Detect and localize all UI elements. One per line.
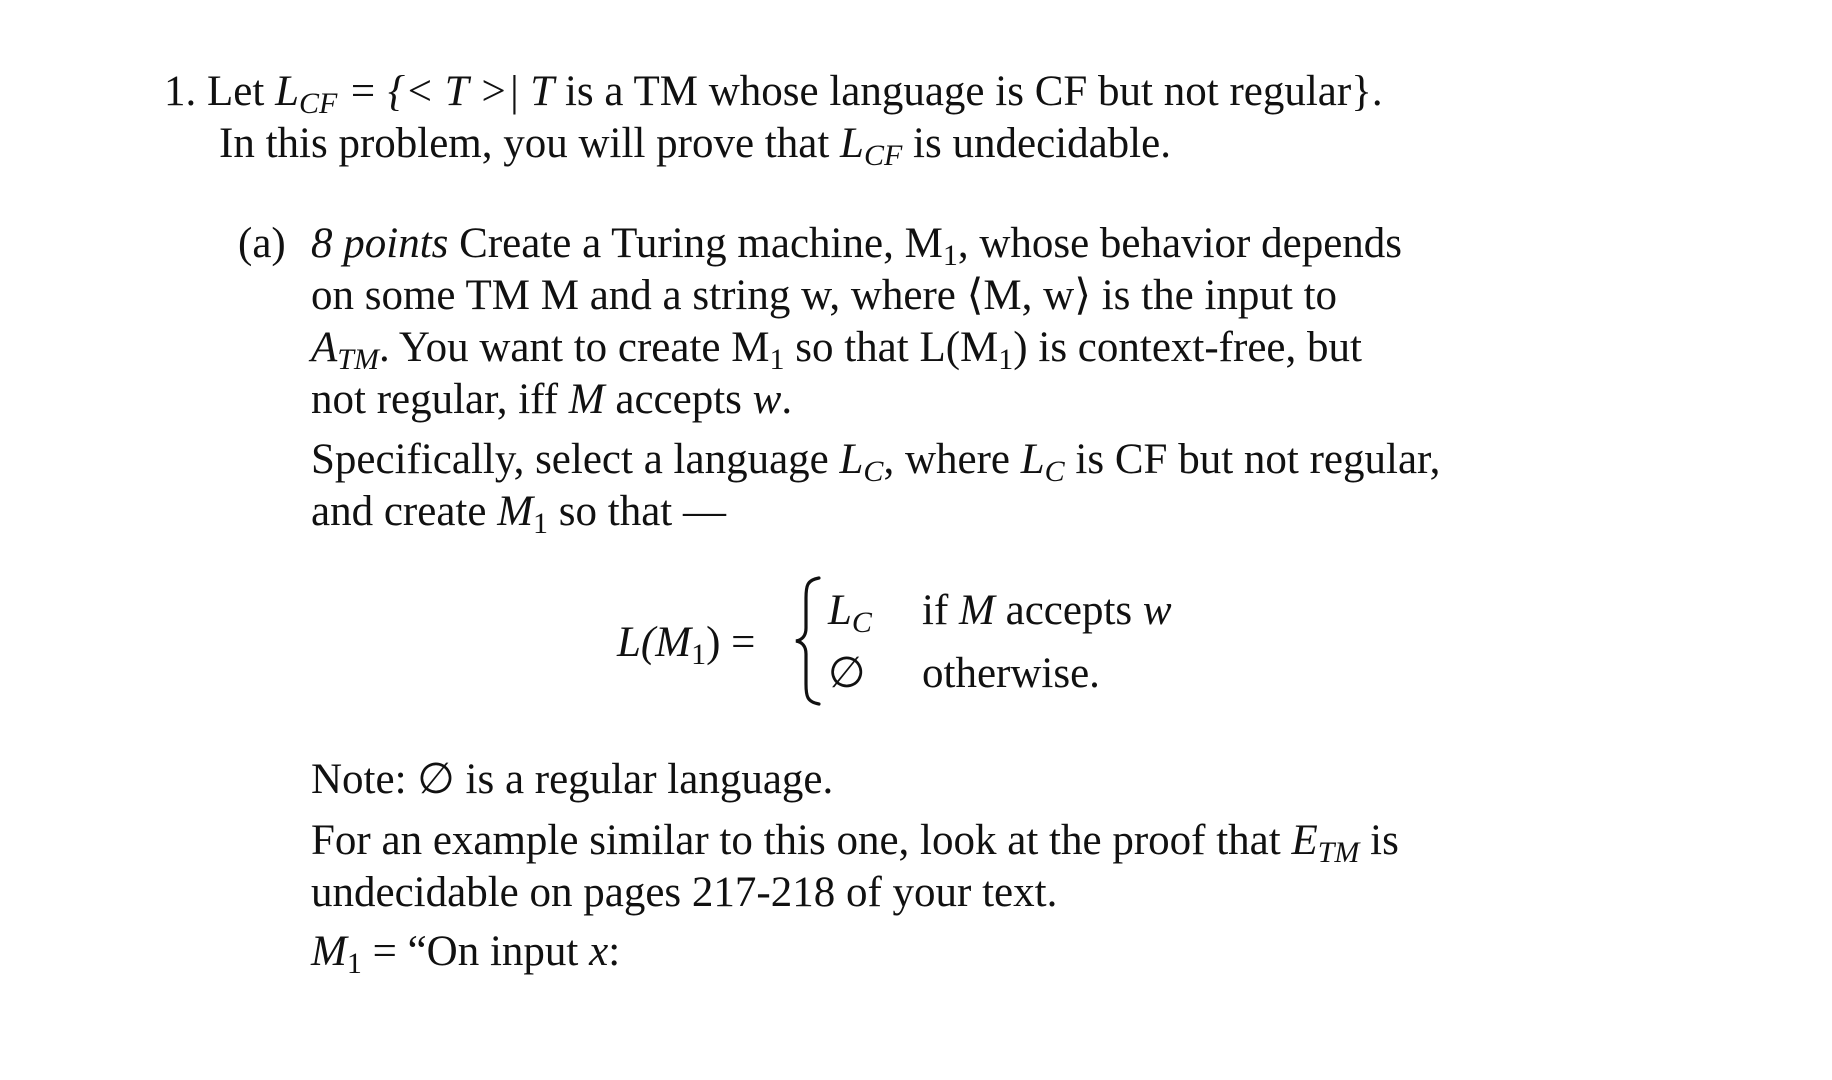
math-subscript: 1	[346, 947, 362, 980]
problem-statement-line-1	[164, 66, 1383, 118]
math-subscript: CF	[298, 87, 338, 120]
text: Let	[207, 68, 276, 115]
math-set-notation: = {< T >| T	[337, 68, 555, 115]
text: is a TM whose language is CF but not regular}.	[554, 68, 1383, 115]
math-symbol: L	[1020, 436, 1045, 483]
text: so that L(M	[784, 324, 999, 371]
math-subscript: 1	[533, 507, 549, 540]
math-subscript: C	[1044, 455, 1065, 488]
math-expression: L(M	[617, 619, 692, 666]
case-2-condition: otherwise.	[922, 650, 1100, 697]
math-subscript: 1	[942, 239, 958, 272]
math-symbol: x	[589, 928, 609, 975]
part-a-line-4	[311, 374, 792, 426]
math-symbol: L	[275, 68, 299, 115]
math-symbol: L	[828, 587, 852, 634]
text: . You want to create M	[378, 324, 770, 371]
text: Note:	[311, 756, 418, 803]
case-1-condition	[922, 585, 1172, 637]
text: is a regular language.	[454, 756, 834, 803]
text: not regular, iff	[311, 376, 569, 423]
text: is	[1359, 817, 1399, 864]
math-subscript: C	[851, 606, 872, 639]
m1-definition	[311, 926, 620, 978]
text: , where	[883, 436, 1021, 483]
math-symbol: M	[568, 376, 605, 423]
text: In this problem, you will prove that	[219, 120, 841, 167]
math-symbol: M	[497, 488, 534, 535]
case-2-value: ∅	[828, 650, 866, 697]
example-line-1	[311, 815, 1510, 867]
specifically-line-2	[311, 486, 726, 538]
part-a-line-3	[311, 322, 1510, 374]
text: if	[922, 587, 960, 634]
part-a-label: (a)	[238, 220, 286, 267]
math-symbol: L	[840, 120, 864, 167]
problem-statement-line-2	[219, 118, 1171, 170]
text: accepts	[604, 376, 753, 423]
problem-number: 1.	[164, 68, 197, 115]
text: is undecidable.	[902, 120, 1171, 167]
points-label: 8 points	[311, 220, 449, 267]
text: is CF but not regular,	[1064, 436, 1441, 483]
part-a-line-2	[311, 270, 1510, 322]
part-a-line-1	[311, 218, 1510, 270]
math-symbol: M	[311, 928, 347, 975]
empty-set-symbol: ∅	[417, 756, 455, 803]
math-subscript: 1	[769, 343, 785, 376]
text: .	[781, 376, 793, 423]
math-symbol: w	[752, 376, 782, 423]
text: ) is context-free, but	[1013, 324, 1362, 371]
math-symbol: E	[1291, 817, 1318, 864]
math-subscript: C	[863, 455, 884, 488]
text: = “On input	[361, 928, 590, 975]
text: For an example similar to this one, look at the proof that	[311, 817, 1292, 864]
math-symbol: L	[839, 436, 864, 483]
text: so that —	[548, 488, 726, 535]
example-line-2: undecidable on pages 217-218 of your text.	[311, 869, 1058, 916]
math-subscript: TM	[1317, 836, 1360, 869]
math-symbol: w	[1142, 587, 1172, 634]
text: Specifically, select a language	[311, 436, 840, 483]
math-subscript: 1	[691, 638, 707, 671]
math-subscript: TM	[337, 343, 379, 376]
left-brace-icon	[793, 574, 823, 708]
text: :	[608, 928, 621, 975]
case-1-value	[828, 585, 872, 637]
text: on some TM M and a string w, where ⟨M, w⟩ is the input to	[311, 272, 1338, 319]
math-symbol: M	[959, 587, 995, 634]
math-subscript: CF	[863, 139, 903, 172]
text: Create a Turing machine, M	[459, 220, 943, 267]
specifically-line-1	[311, 434, 1510, 486]
note-line	[311, 754, 833, 806]
math-symbol: A	[311, 324, 338, 371]
math-expression: ) =	[706, 619, 756, 666]
text: accepts	[994, 587, 1143, 634]
equation-lhs	[617, 617, 755, 669]
text: and create	[311, 488, 498, 535]
math-subscript: 1	[998, 343, 1014, 376]
text: , whose behavior depends	[957, 220, 1403, 267]
